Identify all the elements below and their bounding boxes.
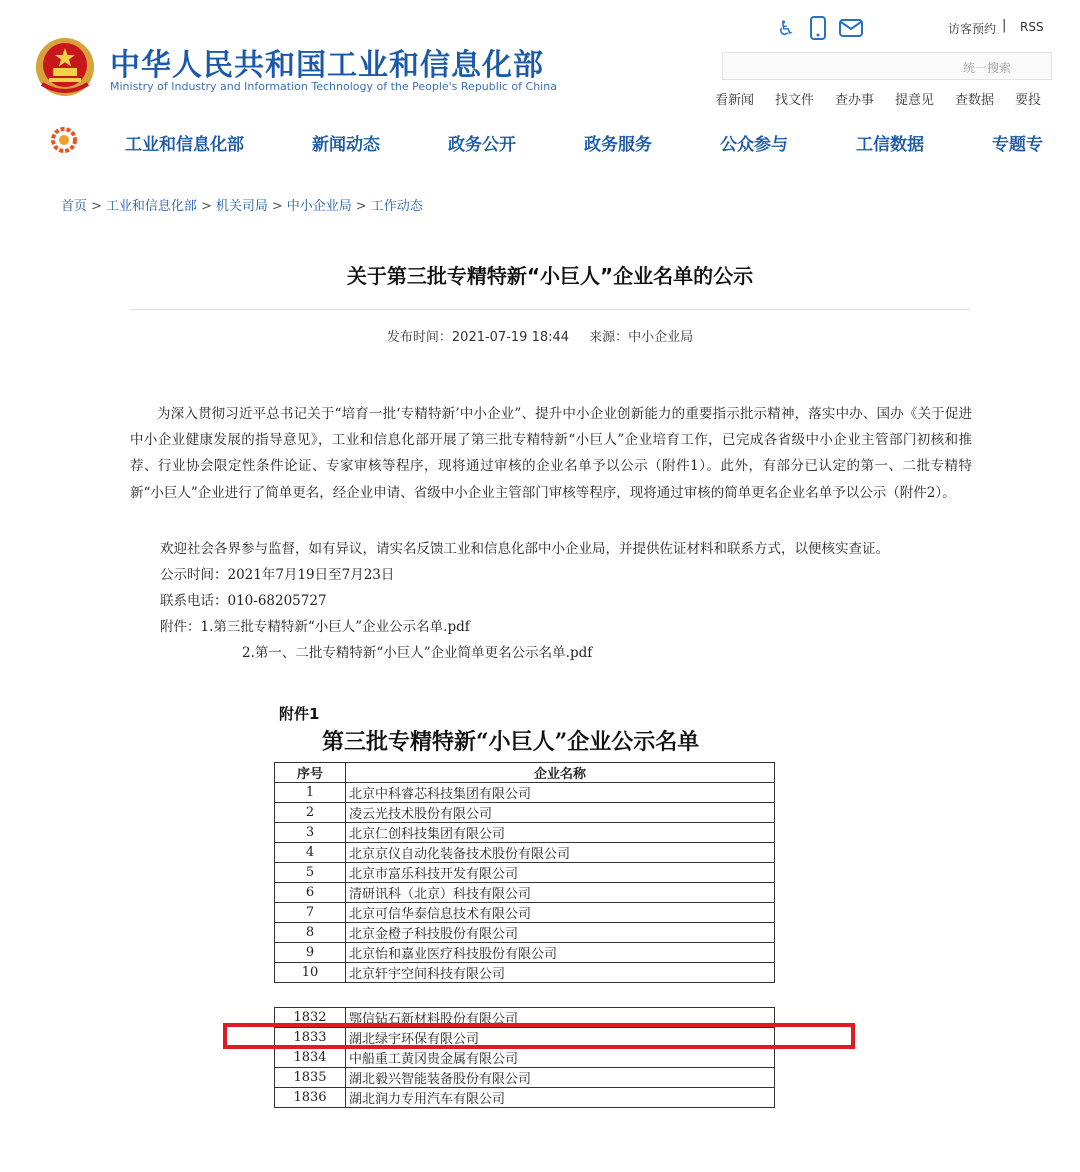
company-name: 北京可信华泰信息技术有限公司 xyxy=(346,903,775,923)
row-number: 9 xyxy=(275,943,346,963)
top-link-separator: | xyxy=(1002,18,1007,33)
company-name: 北京仁创科技集团有限公司 xyxy=(346,823,775,843)
row-number: 5 xyxy=(275,863,346,883)
table-row xyxy=(275,1068,775,1088)
row-number: 4 xyxy=(275,843,346,863)
table-row xyxy=(275,923,775,943)
accessibility-icon[interactable]: ♿ xyxy=(777,16,795,40)
table-row xyxy=(275,883,775,903)
nav-item-government-affairs[interactable]: 政务公开 xyxy=(448,135,516,155)
row-number: 1834 xyxy=(275,1048,346,1068)
nav-item-participation[interactable]: 公众参与 xyxy=(720,135,788,155)
national-emblem-logo[interactable] xyxy=(34,36,96,98)
breadcrumb xyxy=(61,195,423,214)
article-meta xyxy=(0,326,1080,345)
search-input[interactable] xyxy=(722,52,1052,80)
table-row xyxy=(275,863,775,883)
row-number: 2 xyxy=(275,803,346,823)
company-name: 中船重工黄冈贵金属有限公司 xyxy=(346,1048,775,1068)
breadcrumb-work-news[interactable]: 工作动态 xyxy=(370,199,423,214)
breadcrumb-separator: > xyxy=(271,199,283,214)
header-cell-company: 企业名称 xyxy=(346,763,775,783)
quick-link-files[interactable]: 找文件 xyxy=(775,93,815,108)
title-divider xyxy=(130,309,970,310)
nav-item-miit[interactable]: 工业和信息化部 xyxy=(125,135,244,155)
row-number: 8 xyxy=(275,923,346,943)
table-row xyxy=(275,783,775,803)
nav-item-topics[interactable]: 专题专 xyxy=(992,135,1043,155)
breadcrumb-separator: > xyxy=(91,199,102,214)
attachment-link-2[interactable]: 2.第一、二批专精特新“小巨人”企业简单更名公示名单.pdf xyxy=(242,645,593,661)
attachment-link-1[interactable]: 附件：1.第三批专精特新“小巨人”企业公示名单.pdf xyxy=(160,619,470,635)
quick-link-services[interactable]: 查办事 xyxy=(835,93,875,108)
breadcrumb-home[interactable]: 首页 xyxy=(61,199,88,214)
breadcrumb-separator: > xyxy=(200,199,212,214)
company-name: 北京金橙子科技股份有限公司 xyxy=(346,923,775,943)
publish-time: 发布时间：2021-07-19 18:44 xyxy=(386,330,570,345)
nav-item-news[interactable]: 新闻动态 xyxy=(312,135,380,155)
company-name: 北京市富乐科技开发有限公司 xyxy=(346,863,775,883)
table-header-row xyxy=(275,763,775,783)
company-list-table xyxy=(274,762,775,983)
site-subtitle: Ministry of Industry and Information Technology of the People's Republic of China xyxy=(110,80,557,93)
highlight-box xyxy=(223,1023,855,1049)
contact-phone: 联系电话：010-68205727 xyxy=(160,593,327,609)
row-number: 1835 xyxy=(275,1068,346,1088)
breadcrumb-miit[interactable]: 工业和信息化部 xyxy=(105,199,197,214)
quick-link-feedback[interactable]: 提意见 xyxy=(895,93,935,108)
company-name: 清研讯科（北京）科技有限公司 xyxy=(346,883,775,903)
row-number: 7 xyxy=(275,903,346,923)
nav-item-services[interactable]: 政务服务 xyxy=(584,135,652,155)
company-name: 北京中科睿芯科技集团有限公司 xyxy=(346,783,775,803)
table-row xyxy=(275,1048,775,1068)
table-row xyxy=(275,823,775,843)
table-row xyxy=(275,903,775,923)
nav-item-data[interactable]: 工信数据 xyxy=(856,135,924,155)
row-number: 3 xyxy=(275,823,346,843)
article-paragraph: 欢迎社会各界参与监督，如有异议，请实名反馈工业和信息化部中小企业局，并提供佐证材料和联系方式，以便核实查证。 xyxy=(160,541,889,557)
company-name: 北京怡和嘉业医疗科技股份有限公司 xyxy=(346,943,775,963)
table-row xyxy=(275,943,775,963)
company-name: 湖北毅兴智能装备股份有限公司 xyxy=(346,1068,775,1088)
breadcrumb-departments[interactable]: 机关司局 xyxy=(215,199,268,214)
company-name: 北京京仪自动化装备技术股份有限公司 xyxy=(346,843,775,863)
row-number: 1 xyxy=(275,783,346,803)
rss-link[interactable]: RSS xyxy=(1020,20,1044,34)
list-title: 第三批专精特新“小巨人”企业公示名单 xyxy=(322,729,700,755)
breadcrumb-separator: > xyxy=(355,199,367,214)
company-name: 北京轩宇空间科技有限公司 xyxy=(346,963,775,983)
article-source: 来源：中小企业局 xyxy=(589,330,694,345)
company-name: 湖北绿宇环保有限公司 xyxy=(346,1028,775,1048)
row-number: 1836 xyxy=(275,1088,346,1108)
header-cell-number: 序号 xyxy=(275,763,346,783)
company-name: 鄂信钻石新材料股份有限公司 xyxy=(346,1008,775,1028)
quick-link-news[interactable]: 看新闻 xyxy=(715,93,755,108)
ministry-gear-icon xyxy=(50,126,78,154)
attachment-label: 附件1 xyxy=(279,705,320,723)
table-row xyxy=(275,963,775,983)
quick-link-data[interactable]: 查数据 xyxy=(955,93,995,108)
site-title[interactable]: 中华人民共和国工业和信息化部 xyxy=(110,48,544,83)
row-number: 6 xyxy=(275,883,346,903)
search-placeholder: 统一搜索 xyxy=(962,61,1011,75)
row-number: 1833 xyxy=(275,1028,346,1048)
publicity-period: 公示时间：2021年7月19日至7月23日 xyxy=(160,567,395,583)
table-row xyxy=(275,843,775,863)
table-row xyxy=(275,1088,775,1108)
table-row xyxy=(275,803,775,823)
row-number: 10 xyxy=(275,963,346,983)
article-title: 关于第三批专精特新“小巨人”企业名单的公示 xyxy=(346,264,754,288)
company-name: 湖北润力专用汽车有限公司 xyxy=(346,1088,775,1108)
article-paragraph: 为深入贯彻习近平总书记关于“培育一批‘专精特新’中小企业”、提升中小企业创新能力的重要指示批示精神，落实中办、国办《关于促进中小企业健康发展的指导意见》，工业和信息化部开展了第三批专精特新“小巨人”企业培育工作，已完成各省级中小企业主管部门初核和推荐、行业协会限定性条件论证、专家审核等程序，现将通过审核的企业名单予以公示（附件1）。此外，有部分已认定的第一、二批专精特新“小巨人”企业进行了简单更名，经企业申请、省级中小企业主管部门审核等程序，现将通过审核的简单更名企业名单予以公示（附件2）。 xyxy=(130,406,972,501)
visitor-appointment-link[interactable]: 访客预约 xyxy=(948,22,997,36)
breadcrumb-sme-bureau[interactable]: 中小企业局 xyxy=(286,199,352,214)
mail-icon[interactable] xyxy=(838,15,864,41)
mobile-icon[interactable] xyxy=(805,15,831,41)
quick-link-complaint[interactable]: 要投 xyxy=(1015,93,1042,108)
company-name: 凌云光技术股份有限公司 xyxy=(346,803,775,823)
row-number: 1832 xyxy=(275,1008,346,1028)
